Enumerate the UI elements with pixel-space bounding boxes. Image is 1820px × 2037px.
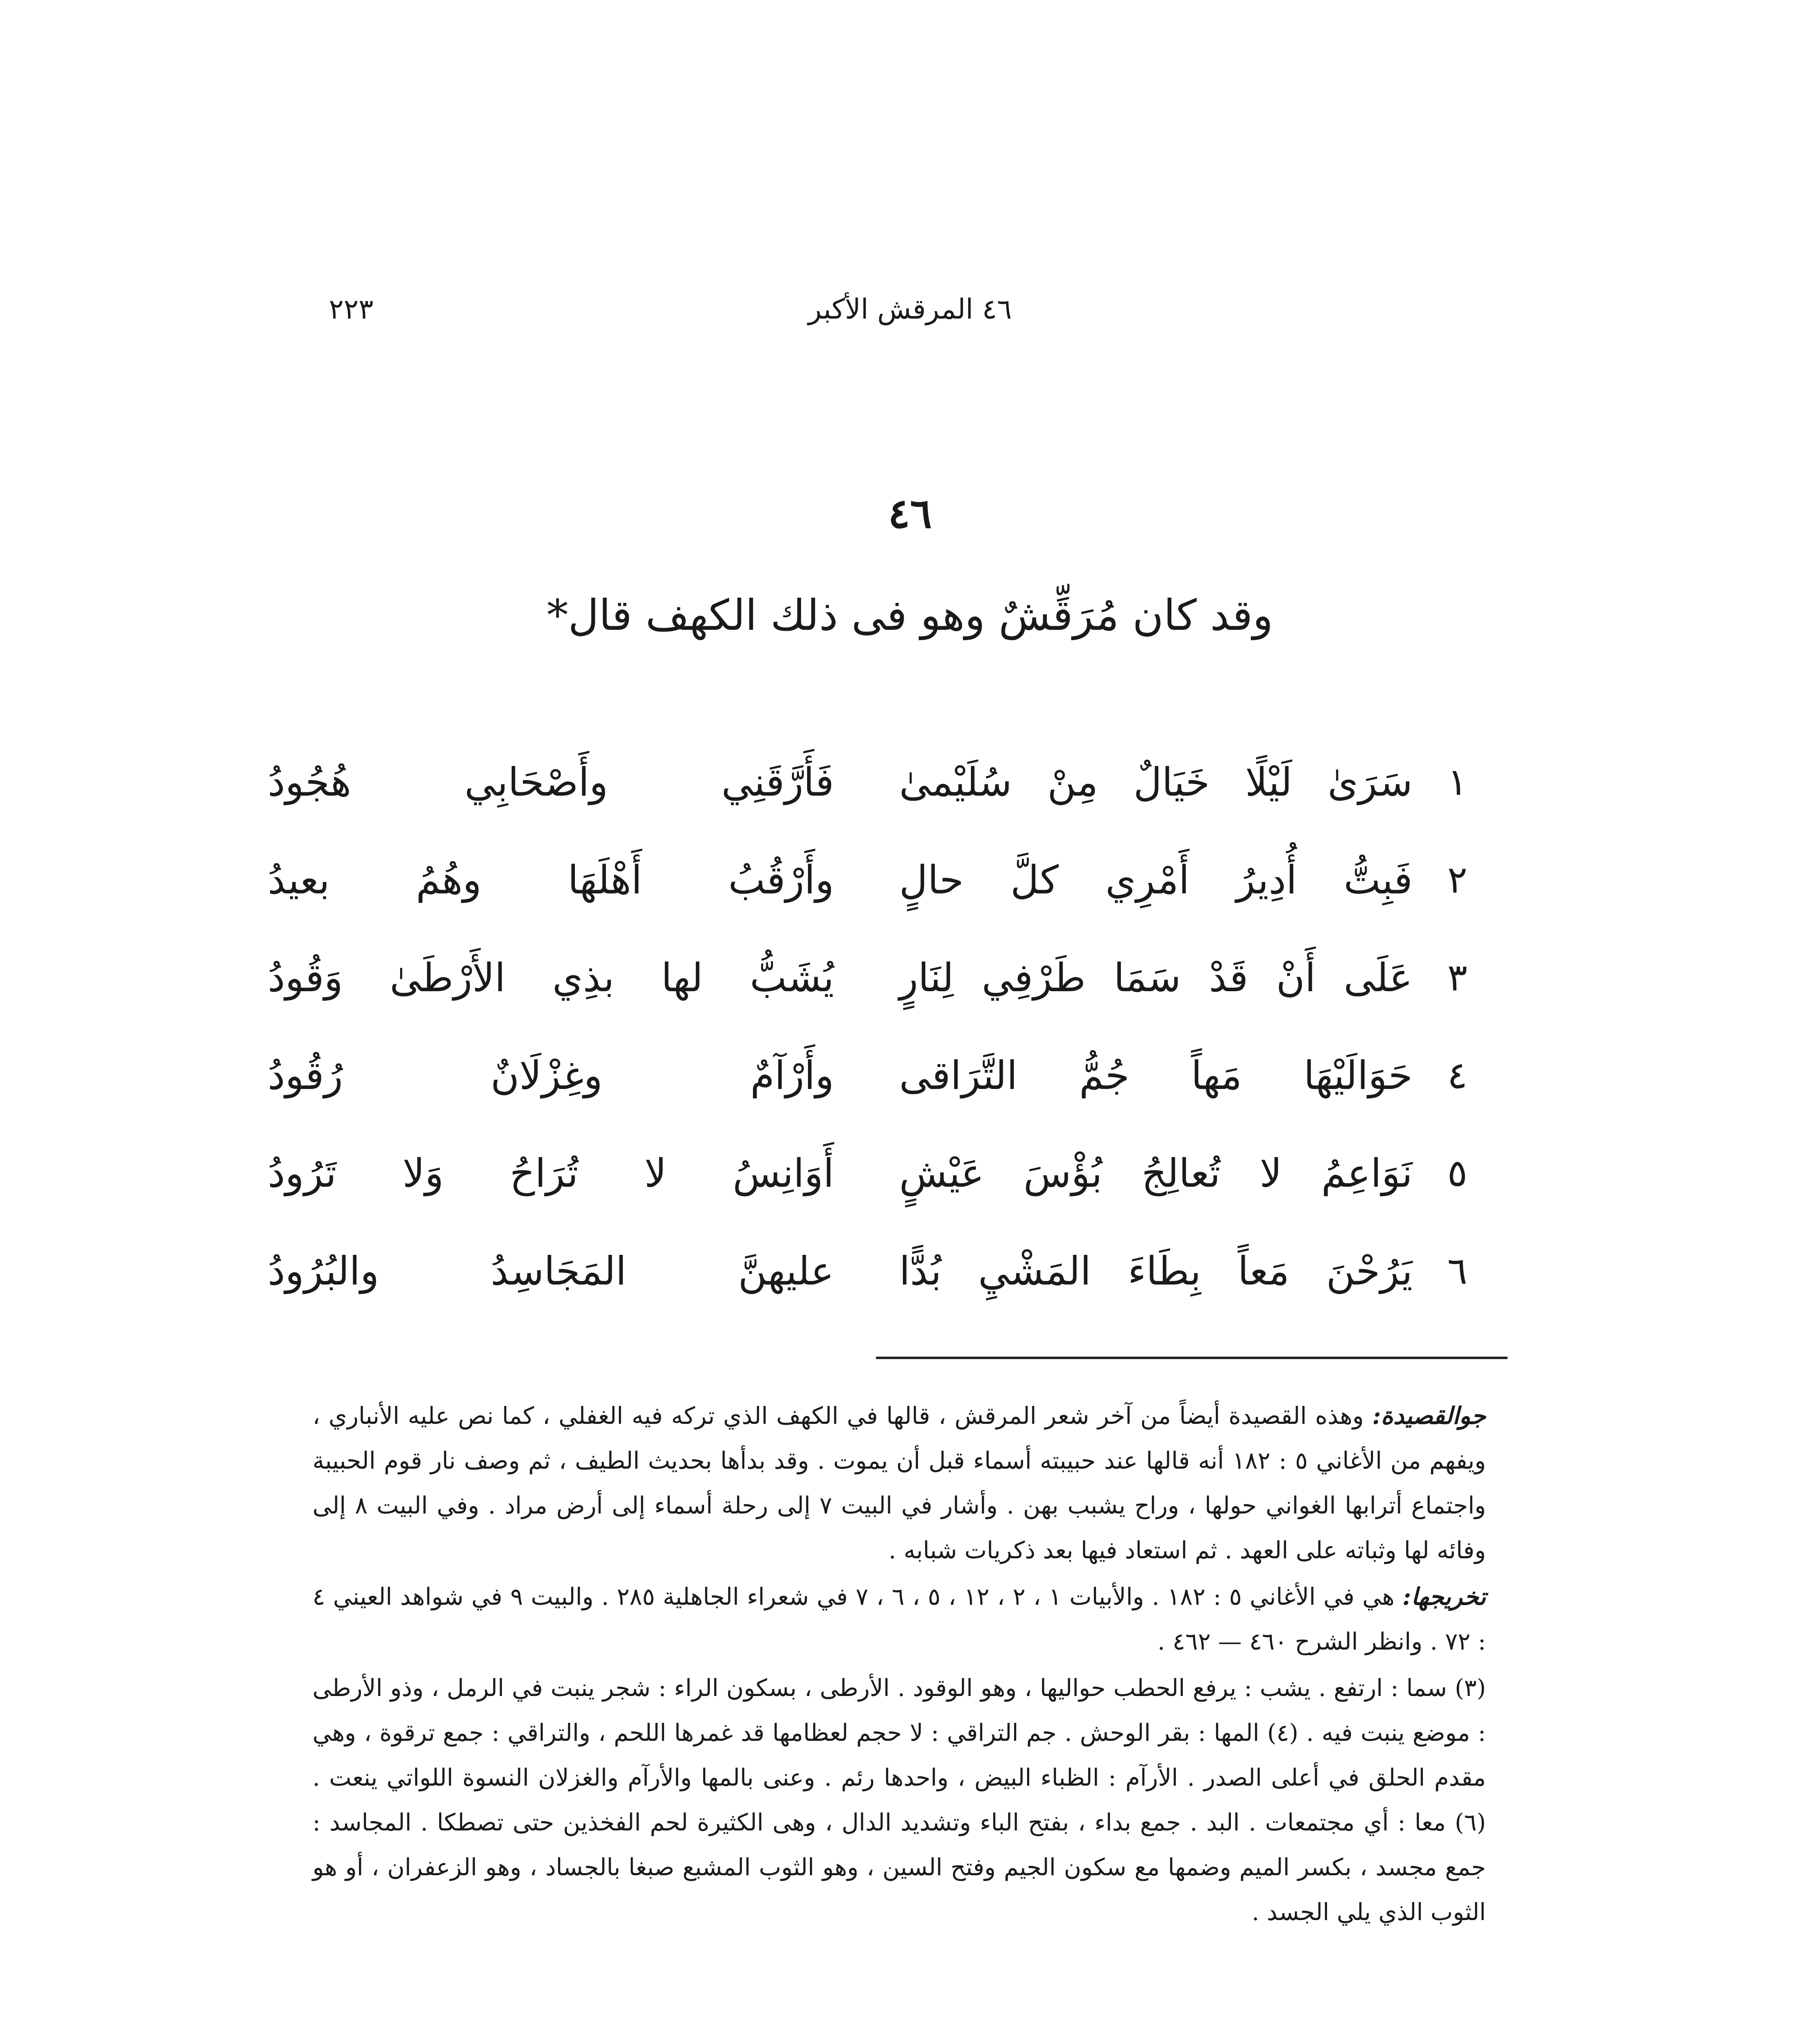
verse-second-hemistich: عليهنَّ المَجَاسِدُ والبُرُودُ	[268, 1248, 834, 1294]
verse-first-hemistich: سَرَىٰ لَيْلًا خَيَالٌ مِنْ سُلَيْمىٰ	[899, 759, 1413, 805]
verse-number: ٥	[1447, 1151, 1468, 1195]
verse-line	[0, 733, 1820, 831]
note-paragraph-glosses	[313, 1665, 1486, 1934]
verse-number: ٤	[1447, 1054, 1468, 1097]
verse-second-hemistich: يُشَبُّ لها بذِي الأَرْطَىٰ وَقُودُ	[268, 955, 834, 1001]
verse-first-hemistich: نَوَاعِمُ لا تُعالِجُ بُؤْسَ عَيْشٍ	[899, 1150, 1413, 1196]
verse-first-hemistich: فَبِتُّ أُدِيرُ أَمْرِي كلَّ حالٍ	[899, 857, 1413, 903]
verse-number: ٦	[1447, 1249, 1468, 1293]
verse-second-hemistich: فَأَرَّقَنِي وأَصْحَابِي هُجُودُ	[268, 759, 834, 805]
verse-line	[0, 831, 1820, 929]
verse-line	[0, 929, 1820, 1027]
verse-first-hemistich: يَرُحْنَ مَعاً بِطَاءَ المَشْيِ بُدًّا	[899, 1248, 1413, 1294]
verse-number: ٢	[1447, 858, 1468, 902]
note-lead-label: تخريجها:	[1402, 1583, 1486, 1610]
verse-second-hemistich: وأَرْقُبُ أَهْلَهَا وهُمُ بعيدُ	[268, 857, 834, 903]
note-paragraph-poem	[313, 1393, 1486, 1573]
running-head-title: ٤٦ المرقش الأكبر	[808, 293, 1012, 326]
verse-line	[0, 1222, 1820, 1320]
verse-first-hemistich: عَلَى أَنْ قَدْ سَمَا طَرْفِي لِنَارٍ	[899, 955, 1413, 1001]
verse-number: ٣	[1447, 956, 1468, 999]
note-text: وهذه القصيدة أيضاً من آخر شعر المرقش ، قالها في الكهف الذي تركه فيه الغفلي ، كما نص عليه الأنباري ، ويفهم من الأغاني ٥ : ١٨٢ أنه قالها عند حبيبته أسماء قبل أن يموت . وقد بدأها بحديث الطيف ، ثم وصف نار قوم الحبيبة واجتماع أترابها الغواني حولها ، وراح يشبب بهن . وأشار في البيت ٧ إلى رحلة أسماء إلى أرض مراد . وفي البيت ٨ إلى وفائه لها وثباته على العهد . ثم استعاد فيها بعد ذكريات شبابه .	[313, 1402, 1486, 1564]
footnote-divider	[876, 1357, 1507, 1359]
verse-second-hemistich: وأَرْآمٌ وغِزْلَانٌ رُقُودُ	[268, 1053, 834, 1098]
verse-line	[0, 1027, 1820, 1124]
page-number: ٢٢٣	[329, 293, 374, 326]
note-paragraph-sources	[313, 1574, 1486, 1664]
running-head	[0, 285, 1820, 334]
footnotes	[313, 1393, 1486, 1936]
poem-number: ٤٦	[888, 489, 932, 537]
verse-first-hemistich: حَوَالَيْهَا مَهاً جُمُّ التَّرَاقى	[899, 1053, 1413, 1098]
note-text: هي في الأغاني ٥ : ١٨٢ . والأبيات ١ ، ٢ ، ١٢ ، ٥ ، ٦ ، ٧ في شعراء الجاهلية ٢٨٥ . والبيت ٩ في شواهد العيني ٤ : ٧٢ . وانظر الشرح ٤٦٠ — ٤٦٢ .	[313, 1583, 1486, 1655]
verse-number: ١	[1447, 760, 1468, 804]
note-text: (٣) سما : ارتفع . يشب : يرفع الحطب حواليها ، وهو الوقود . الأرطى ، بسكون الراء : شجر ينبت في الرمل ، وذو الأرطى : موضع ينبت فيه . (٤) المها : بقر الوحش . جم التراقي : لا حجم لعظامها قد غمرها اللحم ، والتراقي : جمع ترقوة ، وهي مقدم الحلق في أعلى الصدر . الأرآم : الظباء البيض ، واحدها رئم . وعنى بالمها والأرآم والغزلان النسوة اللواتي ينعت . (٦) معا : أي مجتمعات . البد . جمع بداء ، بفتح الباء وتشديد الدال ، وهى الكثيرة لحم الفخذين حتى تصطكا . المجاسد : جمع مجسد ، بكسر الميم وضمها مع سكون الجيم وفتح السين ، وهو الثوب المشبع صبغا بالجساد ، وهو الزعفران ، أو هو الثوب الذي يلي الجسد .	[313, 1674, 1486, 1926]
poem-intro: وقد كان مُرَقِّشٌ وهو فى ذلك الكهف قال*	[547, 590, 1273, 640]
verse-second-hemistich: أَوَانِسُ لا تُرَاحُ وَلا تَرُودُ	[268, 1150, 834, 1196]
note-lead-label: جوالقصيدة:	[1372, 1402, 1486, 1430]
verse-line	[0, 1124, 1820, 1222]
